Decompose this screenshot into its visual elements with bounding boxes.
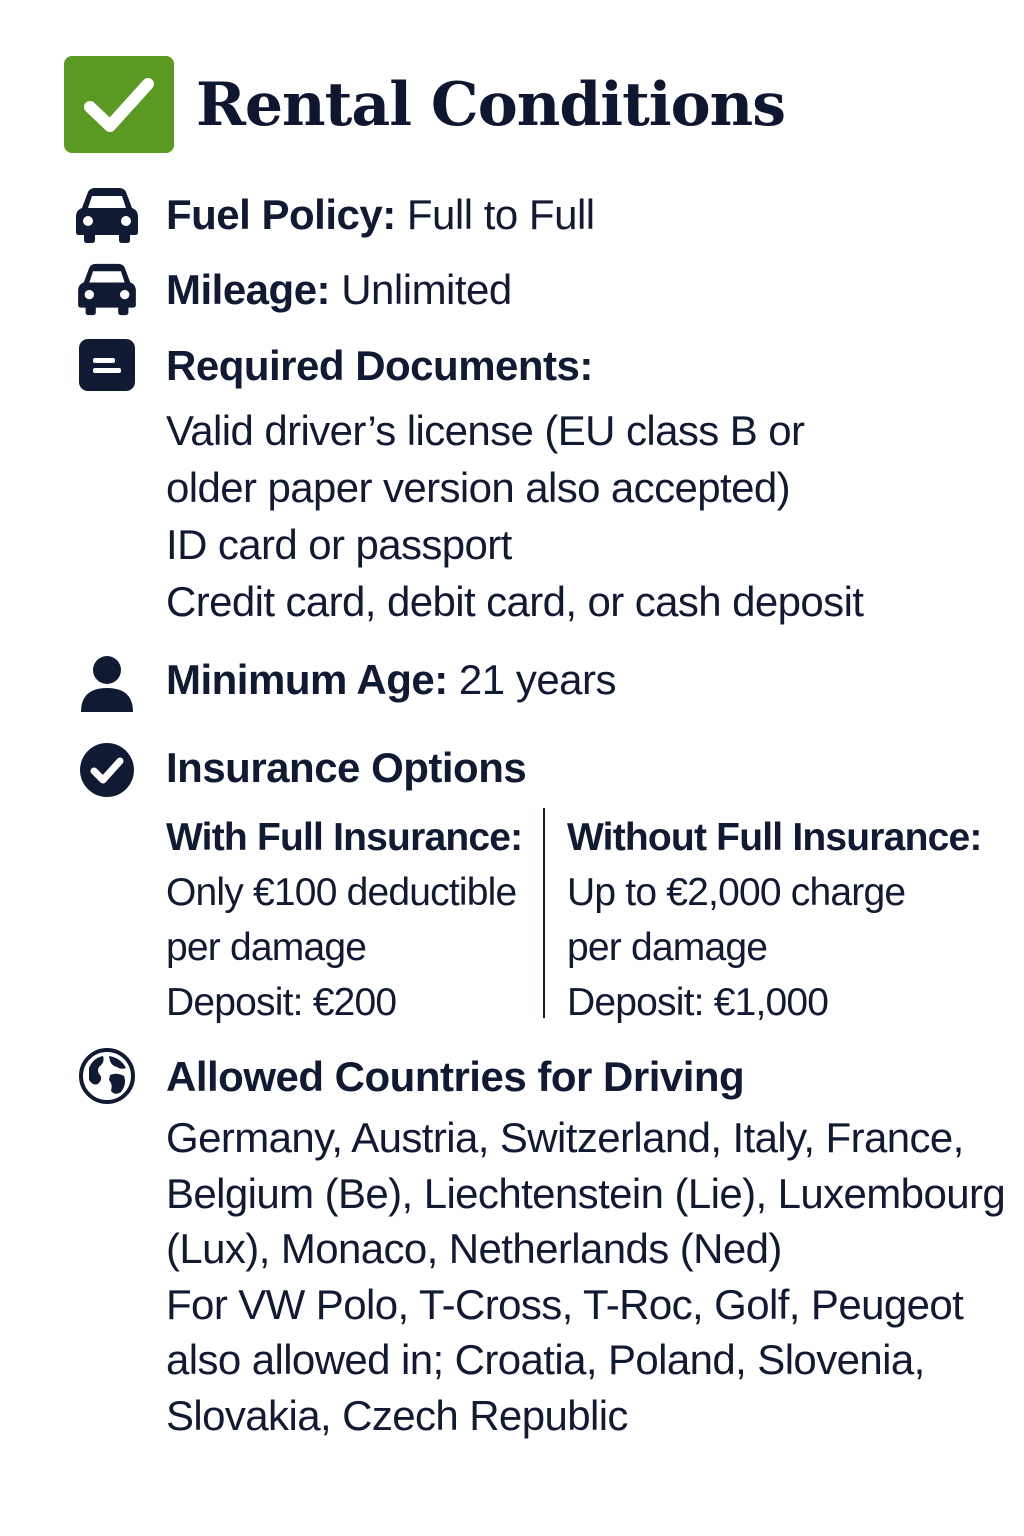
without-full-insurance-line: Up to €2,000 charge [567, 871, 906, 914]
person-icon [74, 654, 140, 714]
mileage-label: Mileage: [166, 266, 331, 313]
insurance-divider [543, 808, 545, 1018]
with-full-insurance-line: Deposit: €200 [166, 981, 397, 1024]
with-full-insurance-line: per damage [166, 926, 367, 969]
countries-heading: Allowed Countries for Driving [166, 1053, 745, 1100]
fuel-policy-label: Fuel Policy: [166, 191, 396, 238]
countries-line: Slovakia, Czech Republic [166, 1391, 628, 1439]
without-full-insurance-line: Deposit: €1,000 [567, 981, 829, 1024]
header [64, 56, 785, 153]
document-item: older paper version also accepted) [166, 464, 790, 511]
countries-list [166, 1110, 1005, 1443]
fuel-policy-row [166, 192, 595, 238]
without-full-insurance-heading: Without Full Insurance: [567, 816, 982, 859]
with-full-insurance-heading: With Full Insurance: [166, 816, 523, 859]
fuel-policy-value: Full to Full [395, 191, 595, 238]
countries-line: also allowed in; Croatia, Poland, Slovenia, [166, 1336, 925, 1383]
countries-line: Belgium (Be), Liechtenstein (Lie), Luxembourg [166, 1169, 1006, 1217]
with-full-insurance-line: Only €100 deductible [166, 871, 517, 914]
check-square-icon [64, 56, 174, 153]
car-icon [74, 186, 140, 244]
documents-label: Required Documents: [166, 342, 593, 389]
car-icon [74, 262, 140, 316]
document-icon [74, 338, 140, 392]
without-full-insurance-column [567, 810, 982, 1030]
countries-line: (Lux), Monaco, Netherlands (Ned) [166, 1225, 782, 1272]
minimum-age-row [166, 657, 616, 703]
countries-line: For VW Polo, T-Cross, T-Roc, Golf, Peugeot [166, 1280, 964, 1328]
page-title: Rental Conditions [196, 69, 786, 140]
check-circle-icon [74, 742, 140, 798]
without-full-insurance-line: per damage [567, 926, 768, 969]
insurance-heading: Insurance Options [166, 744, 527, 791]
minimum-age-value: 21 years [447, 656, 617, 703]
documents-list [166, 402, 863, 630]
minimum-age-label: Minimum Age: [166, 656, 448, 703]
mileage-value: Unlimited [330, 266, 512, 313]
countries-line: Germany, Austria, Switzerland, Italy, France, [166, 1114, 964, 1161]
document-item: Credit card, debit card, or cash deposit [166, 578, 864, 625]
mileage-row [166, 267, 512, 313]
globe-icon [74, 1048, 140, 1104]
document-item: Valid driver’s license (EU class B or [166, 407, 805, 454]
document-item: ID card or passport [166, 521, 512, 568]
with-full-insurance-column [166, 810, 522, 1030]
